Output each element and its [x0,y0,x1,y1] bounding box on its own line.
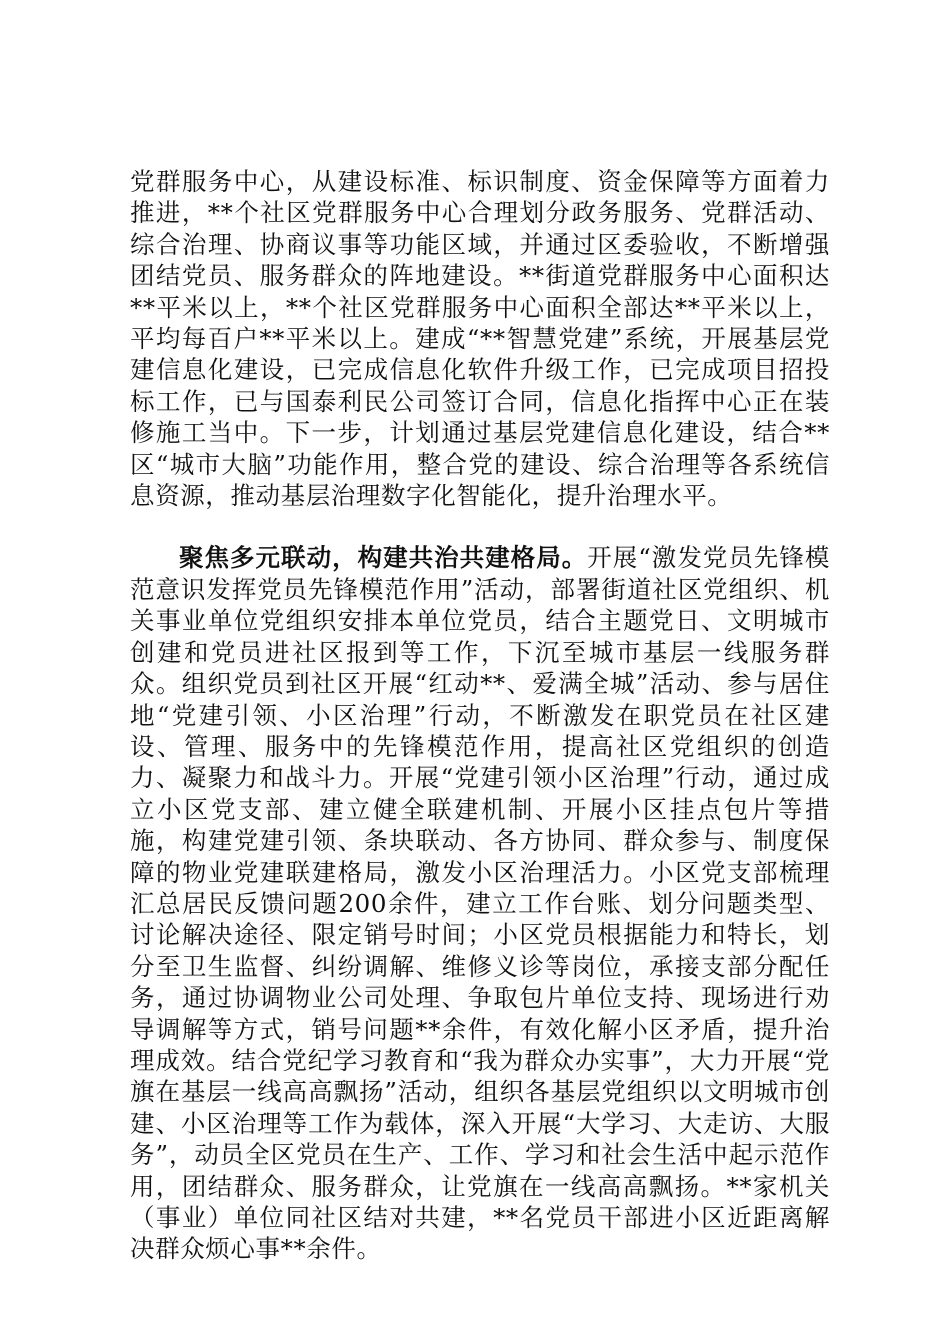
paragraph-1: 党群服务中心，从建设标准、标识制度、资金保障等方面着力推进，**个社区党群服务中心合理划分政务服务、党群活动、综合治理、协商议事等功能区域，并通过区委验收，不断增强团结党员、服务群众的阵地建设。**街道党群服务中心面积达**平米以上，**个社区党群服务中心面积全部达**平米以上，平均每百户**平米以上。建成“**智慧党建”系统，开展基层党建信息化建设，已完成信息化软件升级工作，已完成项目招投标工作，已与国泰利民公司签订合同，信息化指挥中心正在装修施工当中。下一步，计划通过基层党建信息化建设，结合**区“城市大脑”功能作用，整合党的建设、综合治理等各系统信息资源，推动基层治理数字化智能化，提升治理水平。 [130,167,830,511]
paragraph-2 [130,542,830,1264]
paragraph-2-lead-sentence: 聚焦多元联动，构建共治共建格局。 [179,543,588,573]
paragraph-gap [130,511,830,542]
paragraph-2-body: 开展“激发党员先锋模范意识发挥党员先锋模范作用”活动，部署街道社区党组织、机关事业单位党组织安排本单位党员，结合主题党日、文明城市创建和党员进社区报到等工作，下沉至城市基层一线服务群众。组织党员到社区开展“红动**、爱满全城”活动、参与居住地“党建引领、小区治理”行动，不断激发在职党员在社区建设、管理、服务中的先锋模范作用，提高社区党组织的创造力、凝聚力和战斗力。开展“党建引领小区治理”行动，通过成立小区党支部、建立健全联建机制、开展小区挂点包片等措施，构建党建引领、条块联动、各方协同、群众参与、制度保障的物业党建联建格局，激发小区治理活力。小区党支部梳理汇总居民反馈问题200余件，建立工作台账、划分问题类型、讨论解决途径、限定销号时间；小区党员根据能力和特长，划分至卫生监督、纠纷调解、维修义诊等岗位，承接支部分配任务，通过协调物业公司处理、争取包片单位支持、现场进行劝导调解等方式，销号问题**余件，有效化解小区矛盾，提升治理成效。结合党纪学习教育和“我为群众办实事”，大力开展“党旗在基层一线高高飘扬”活动，组织各基层党组织以文明城市创建、小区治理等工作为载体，深入开展“大学习、大走访、大服务”，动员全区党员在生产、工作、学习和社会生活中起示范作用，团结群众、服务群众，让党旗在一线高高飘扬。**家机关（事业）单位同社区结对共建，**名党员干部进小区近距离解决群众烦心事**余件。 [130,543,830,1264]
document-body [130,166,830,1265]
